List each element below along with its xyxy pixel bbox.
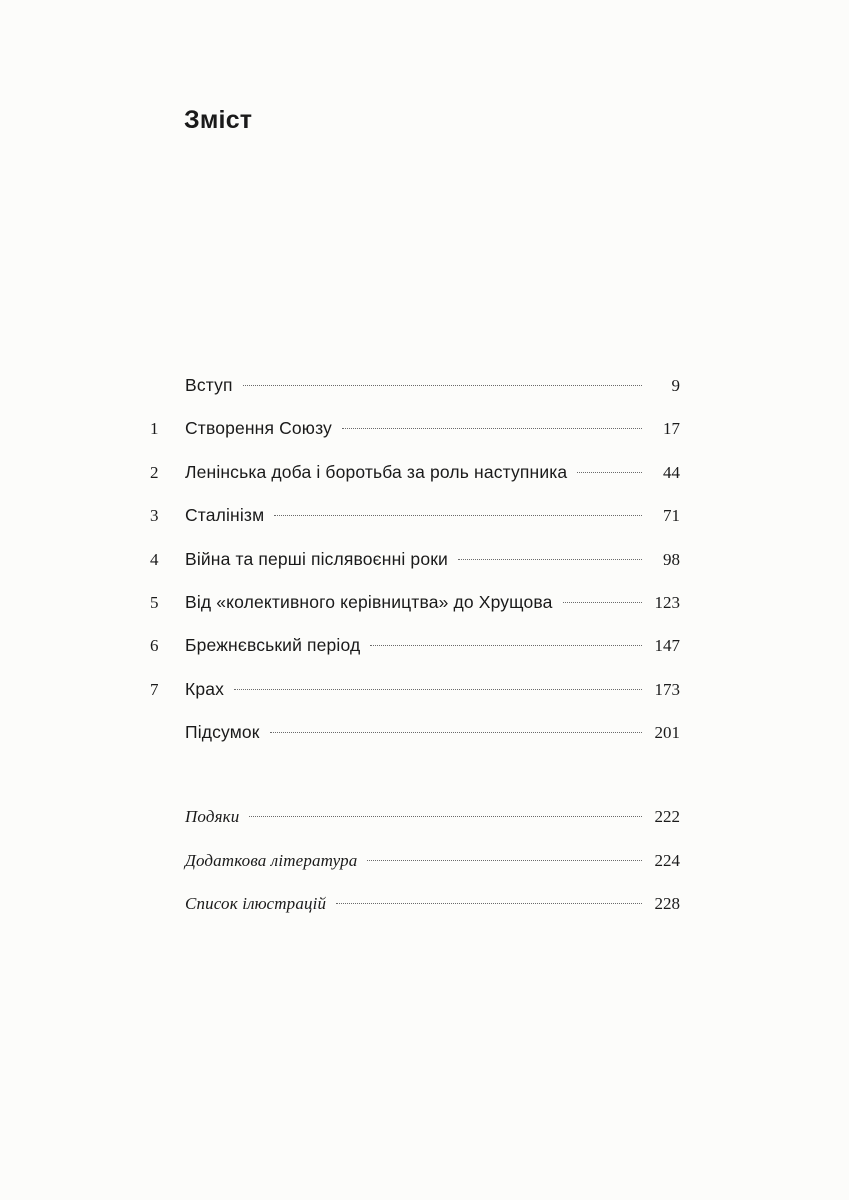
toc-entry-chapter-4[interactable] xyxy=(150,545,680,588)
dot-leader xyxy=(577,472,642,473)
toc-entry-conclusion[interactable] xyxy=(150,718,680,761)
toc-entry-chapter-6[interactable] xyxy=(150,631,680,674)
toc-entry-chapter-3[interactable] xyxy=(150,501,680,544)
page-number: 228 xyxy=(654,894,680,913)
entry-title: Війна та перші післявоєнні роки xyxy=(185,548,448,569)
dot-leader xyxy=(342,428,642,429)
entry-title: Сталінізм xyxy=(185,505,265,526)
page-number: 222 xyxy=(654,807,680,826)
dot-leader xyxy=(336,903,642,904)
chapter-number: 6 xyxy=(150,636,159,656)
toc-entry-chapter-2[interactable] xyxy=(150,458,680,501)
chapter-number: 1 xyxy=(150,419,159,439)
page-number: 147 xyxy=(654,636,680,656)
page-number: 173 xyxy=(654,679,680,699)
chapter-number: 5 xyxy=(150,592,159,612)
toc-entry-illustrations[interactable] xyxy=(150,890,680,934)
chapter-number: 4 xyxy=(150,549,159,569)
toc-entry-further-reading[interactable] xyxy=(150,847,680,891)
page-number: 17 xyxy=(663,419,680,439)
page-number: 44 xyxy=(663,462,680,482)
toc-entry-chapter-7[interactable] xyxy=(150,675,680,718)
entry-title: Список ілюстрацій xyxy=(185,894,327,913)
dot-leader xyxy=(270,732,642,733)
entry-title: Додаткова література xyxy=(185,850,358,870)
entry-title: Подяки xyxy=(185,807,240,826)
table-of-contents xyxy=(150,371,680,762)
dot-leader xyxy=(274,515,642,516)
back-matter-list xyxy=(150,803,680,934)
page-number: 123 xyxy=(654,592,680,612)
dot-leader xyxy=(563,602,642,603)
page-number: 224 xyxy=(654,850,680,870)
entry-title: Від «колективного керівництва» до Хрущова xyxy=(185,591,553,612)
page-number: 9 xyxy=(671,376,680,395)
entry-title: Підсумок xyxy=(185,722,260,743)
entry-title: Вступ xyxy=(185,375,233,395)
page-number: 71 xyxy=(663,506,680,526)
chapter-number: 7 xyxy=(150,679,159,699)
chapter-number: 2 xyxy=(150,462,159,482)
dot-leader xyxy=(234,689,642,690)
page-number: 201 xyxy=(654,723,680,743)
dot-leader xyxy=(458,559,642,560)
toc-entry-chapter-1[interactable] xyxy=(150,414,680,457)
toc-entry-chapter-5[interactable] xyxy=(150,588,680,631)
entry-title: Брежнєвський період xyxy=(185,635,361,656)
entry-title: Створення Союзу xyxy=(185,418,332,439)
entry-title: Ленінська доба і боротьба за роль наступника xyxy=(185,461,568,482)
dot-leader xyxy=(367,860,642,861)
toc-entry-intro[interactable] xyxy=(150,371,680,414)
toc-entry-acknowledgements[interactable] xyxy=(150,803,680,847)
page-title: Зміст xyxy=(184,106,253,134)
page-number: 98 xyxy=(663,549,680,569)
dot-leader xyxy=(243,385,642,386)
chapter-number: 3 xyxy=(150,506,159,526)
dot-leader xyxy=(370,645,642,646)
dot-leader xyxy=(249,816,642,817)
entry-title: Крах xyxy=(185,678,225,699)
